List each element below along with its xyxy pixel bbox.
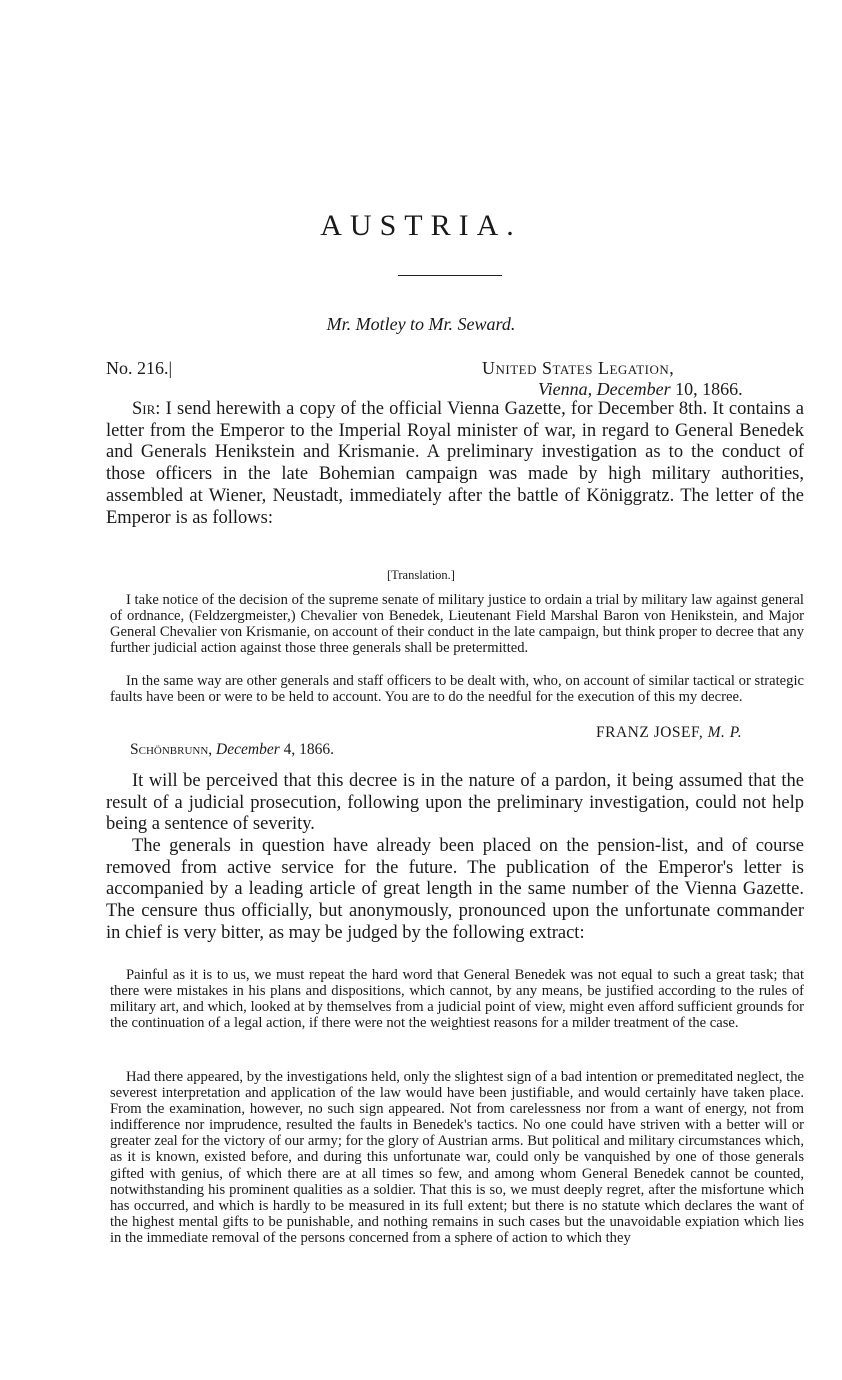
signature-title: M. P. — [707, 724, 743, 741]
decree-paragraph-2: In the same way are other generals and staff officers to be dealt with, who, on account of similar tactical or strategic faults have been or were to be held to account. You are to do the needful for the execution of this my decree. — [110, 673, 804, 706]
dateline-place: Schönbrunn, — [130, 741, 213, 758]
dateline-year: 4, 1866. — [279, 741, 334, 758]
legation-name: United States Legation, — [482, 358, 675, 378]
signature-name: FRANZ JOSEF, — [596, 724, 704, 741]
salutation: Sir — [132, 399, 156, 419]
dateline-month: December — [216, 741, 280, 758]
letter-date: 10, 1866. — [670, 379, 743, 399]
page-title: AUSTRIA. — [320, 209, 522, 242]
letter-place-date — [538, 377, 743, 401]
decree-paragraph-1: I take notice of the decision of the supreme senate of military justice to ordain a trial by military law against general of ordnance, (Feldzergmeister,) Chevalier von Benedek, Lieutenant Field Marshal Baron von Henikstein, and Major General Chevalier von Krismanie, on account of their conduct in the late campaign, but think proper to decree that any further judicial action against those three generals shall be pretermitted. — [110, 592, 804, 657]
letter-heading: Mr. Motley to Mr. Seward. — [326, 314, 516, 334]
body-paragraph-1: It will be perceived that this decree is in the nature of a pardon, it being assumed that the result of a judicial prosecution, following upon the preliminary investigation, could not help being a sentence of severity. — [106, 771, 804, 835]
translation-label: [Translation.] — [387, 568, 455, 582]
opening-text: : I send herewith a copy of the official Vienna Gazette, for December 8th. It contains a letter from the Emperor to the Imperial Royal minister of war, in regard to General Benedek and Generals Henikstein and Krismanie. A preliminary investigation as to the conduct of those officers in the late Bohemian campaign was made by high military authorities, assembled at Wiener, Neustadt, immediately after the battle of Königgratz. The letter of the Emperor is as follows: — [106, 399, 804, 528]
letter-place: Vienna, — [538, 379, 593, 399]
extract-paragraph-2: Had there appeared, by the investigations held, only the slightest sign of a bad intention or premeditated neglect, the severest interpretation and application of the law would have been justifiable, and would certainly have taken place. From the examination, however, no such sign appeared. Not from carelessness nor from a want of energy, not from indifference nor imprudence, resulted the faults in Benedek's tactics. No one could have striven with a better will or greater zeal for the victory of our army; for the glory of Austrian arms. But political and military circumstances which, as it is known, existed before, and during this unfortunate war, could only be vanquished by one of those generals gifted with genius, of which there are at all times so few, and among whom General Benedek cannot be counted, notwithstanding his prominent qualities as a soldier. That this is so, we must deeply regret, after the misfortune which has occurred, and which is hardly to be measured in its full extent; but there is no statute which declares the want of the highest mental gifts to be punishable, and nothing remains in such cases but the unavoidable expiation which lies in the immediate removal of the persons concerned from a sphere of action to which they — [110, 1069, 805, 1246]
document-number: No. 216.| — [106, 358, 173, 378]
decree-dateline — [130, 741, 334, 759]
body-paragraph-2: The generals in question have already been placed on the pension-list, and of course removed from active service for the future. The publication of the Emperor's letter is accompanied by a leading article of great length in the same number of the Vienna Gazette. The censure thus officially, but anonymously, pronounced upon the unfortunate commander in chief is very bitter, as may be judged by the following extract: — [106, 836, 804, 943]
title-rule — [398, 275, 502, 276]
letter-month: December — [596, 379, 671, 399]
letter-opening-paragraph — [106, 399, 804, 529]
signature — [596, 724, 742, 742]
extract-paragraph-1: Painful as it is to us, we must repeat the hard word that General Benedek was not equal to such a great task; that there were mistakes in his plans and dispositions, which cannot, by any means, be justified according to the rules of military art, and which, looked at by themselves from a judicial point of view, might even afford sufficient grounds for the continuation of a legal action, if there were not the weightiest reasons for a milder treatment of the case. — [110, 967, 804, 1032]
